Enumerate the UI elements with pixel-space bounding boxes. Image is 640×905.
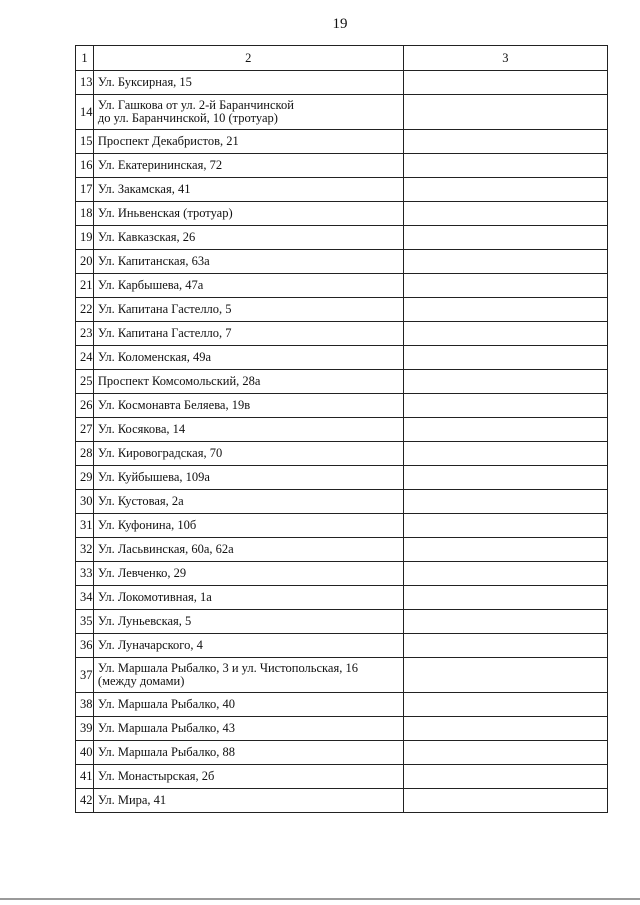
row-number: 18 (76, 202, 94, 226)
table-row (76, 154, 608, 178)
table-row (76, 418, 608, 442)
extra-cell (403, 514, 607, 538)
table-row (76, 765, 608, 789)
row-number: 22 (76, 298, 94, 322)
extra-cell (403, 741, 607, 765)
table-row (76, 178, 608, 202)
address-cell (93, 765, 403, 789)
address-cell (93, 178, 403, 202)
row-number: 30 (76, 490, 94, 514)
address-line: Ул. Луньевская, 5 (97, 614, 192, 628)
extra-cell (403, 274, 607, 298)
row-number: 21 (76, 274, 94, 298)
extra-cell (403, 226, 607, 250)
row-number: 28 (76, 442, 94, 466)
address-cell (93, 634, 403, 658)
page-number: 19 (332, 16, 348, 32)
row-number: 25 (76, 370, 94, 394)
address-line: Ул. Луначарского, 4 (97, 638, 203, 652)
address-cell (93, 538, 403, 562)
address-cell (93, 370, 403, 394)
extra-cell (403, 130, 607, 154)
address-cell (93, 693, 403, 717)
table-row (76, 693, 608, 717)
extra-cell (403, 658, 607, 693)
table-row (76, 274, 608, 298)
address-line: Ул. Маршала Рыбалко, 3 и ул. Чистопольская, 16 (97, 661, 358, 675)
address-line: Ул. Левченко, 29 (97, 566, 187, 580)
address-line: Ул. Капитана Гастелло, 7 (97, 326, 232, 340)
address-cell (93, 71, 403, 95)
extra-cell (403, 322, 607, 346)
address-cell (93, 202, 403, 226)
address-cell (93, 610, 403, 634)
address-line: Ул. Гашкова от ул. 2-й Баранчинской (97, 98, 294, 112)
table-row (76, 95, 608, 130)
table-row (76, 346, 608, 370)
extra-cell (403, 178, 607, 202)
row-number: 23 (76, 322, 94, 346)
table-row (76, 442, 608, 466)
address-cell (93, 346, 403, 370)
row-number: 17 (76, 178, 94, 202)
address-cell (93, 586, 403, 610)
row-number: 41 (76, 765, 94, 789)
extra-cell (403, 202, 607, 226)
address-table (75, 45, 608, 813)
row-number: 24 (76, 346, 94, 370)
address-line: Ул. Буксирная, 15 (97, 75, 192, 89)
address-cell (93, 490, 403, 514)
row-number: 32 (76, 538, 94, 562)
address-cell (93, 789, 403, 813)
row-number: 42 (76, 789, 94, 813)
address-line: (между домами) (97, 674, 185, 688)
extra-cell (403, 394, 607, 418)
extra-cell (403, 250, 607, 274)
address-cell (93, 514, 403, 538)
row-number: 13 (76, 71, 94, 95)
table-row (76, 717, 608, 741)
address-cell (93, 95, 403, 130)
address-cell (93, 154, 403, 178)
address-cell (93, 226, 403, 250)
address-line: Ул. Монастырская, 2б (97, 769, 215, 783)
address-cell (93, 466, 403, 490)
address-cell (93, 274, 403, 298)
row-number: 16 (76, 154, 94, 178)
address-line: Ул. Кустовая, 2а (97, 494, 184, 508)
column-header-extra: 3 (403, 46, 607, 71)
address-cell (93, 562, 403, 586)
row-number: 37 (76, 658, 94, 693)
address-line: Ул. Космонавта Беляева, 19в (97, 398, 251, 412)
table-row (76, 370, 608, 394)
address-cell (93, 418, 403, 442)
row-number: 36 (76, 634, 94, 658)
row-number: 33 (76, 562, 94, 586)
table-row (76, 466, 608, 490)
table-row (76, 226, 608, 250)
address-line: Ул. Куфонина, 10б (97, 518, 197, 532)
table-row (76, 394, 608, 418)
address-cell (93, 394, 403, 418)
address-line: Ул. Косякова, 14 (97, 422, 186, 436)
row-number: 26 (76, 394, 94, 418)
table-row (76, 130, 608, 154)
address-cell (93, 130, 403, 154)
page-bottom-edge (0, 898, 640, 900)
extra-cell (403, 298, 607, 322)
address-line: Ул. Екатерининская, 72 (97, 158, 223, 172)
address-line: Ул. Кавказская, 26 (97, 230, 196, 244)
address-cell (93, 741, 403, 765)
address-line: Ул. Коломенская, 49а (97, 350, 212, 364)
extra-cell (403, 466, 607, 490)
extra-cell (403, 154, 607, 178)
extra-cell (403, 95, 607, 130)
table-row (76, 610, 608, 634)
table-header-row (76, 46, 608, 71)
extra-cell (403, 346, 607, 370)
address-line: Ул. Иньвенская (тротуар) (97, 206, 233, 220)
address-cell (93, 717, 403, 741)
address-line: Ул. Ласьвинская, 60а, 62а (97, 542, 234, 556)
extra-cell (403, 586, 607, 610)
extra-cell (403, 442, 607, 466)
address-line: Ул. Закамская, 41 (97, 182, 191, 196)
table-row (76, 538, 608, 562)
address-line: Ул. Куйбышева, 109а (97, 470, 210, 484)
table-row (76, 298, 608, 322)
table-body (76, 71, 608, 813)
row-number: 34 (76, 586, 94, 610)
extra-cell (403, 490, 607, 514)
row-number: 15 (76, 130, 94, 154)
address-cell (93, 322, 403, 346)
extra-cell (403, 634, 607, 658)
column-header-address: 2 (93, 46, 403, 71)
table-row (76, 658, 608, 693)
address-line: Ул. Мира, 41 (97, 793, 167, 807)
row-number: 29 (76, 466, 94, 490)
row-number: 35 (76, 610, 94, 634)
extra-cell (403, 71, 607, 95)
extra-cell (403, 538, 607, 562)
address-cell (93, 250, 403, 274)
extra-cell (403, 693, 607, 717)
address-line: Ул. Локомотивная, 1а (97, 590, 212, 604)
address-cell (93, 442, 403, 466)
table-row (76, 634, 608, 658)
table-row (76, 322, 608, 346)
extra-cell (403, 610, 607, 634)
address-line: до ул. Баранчинской, 10 (тротуар) (97, 111, 278, 125)
table-row (76, 562, 608, 586)
row-number: 39 (76, 717, 94, 741)
extra-cell (403, 370, 607, 394)
table-row (76, 71, 608, 95)
address-line: Проспект Декабристов, 21 (97, 134, 239, 148)
extra-cell (403, 717, 607, 741)
address-line: Ул. Кировоградская, 70 (97, 446, 223, 460)
row-number: 31 (76, 514, 94, 538)
extra-cell (403, 418, 607, 442)
address-line: Ул. Маршала Рыбалко, 40 (97, 697, 235, 711)
row-number: 38 (76, 693, 94, 717)
table-row (76, 490, 608, 514)
table-row (76, 514, 608, 538)
address-line: Ул. Маршала Рыбалко, 43 (97, 721, 235, 735)
row-number: 40 (76, 741, 94, 765)
row-number: 20 (76, 250, 94, 274)
extra-cell (403, 789, 607, 813)
table-row (76, 789, 608, 813)
extra-cell (403, 765, 607, 789)
address-line: Проспект Комсомольский, 28а (97, 374, 261, 388)
address-line: Ул. Маршала Рыбалко, 88 (97, 745, 235, 759)
address-line: Ул. Карбышева, 47а (97, 278, 204, 292)
table-row (76, 586, 608, 610)
table-row (76, 741, 608, 765)
table-row (76, 202, 608, 226)
column-header-number: 1 (76, 46, 94, 71)
address-line: Ул. Капитанская, 63а (97, 254, 210, 268)
extra-cell (403, 562, 607, 586)
address-line: Ул. Капитана Гастелло, 5 (97, 302, 232, 316)
table-row (76, 250, 608, 274)
row-number: 27 (76, 418, 94, 442)
address-cell (93, 658, 403, 693)
address-cell (93, 298, 403, 322)
row-number: 19 (76, 226, 94, 250)
row-number: 14 (76, 95, 94, 130)
